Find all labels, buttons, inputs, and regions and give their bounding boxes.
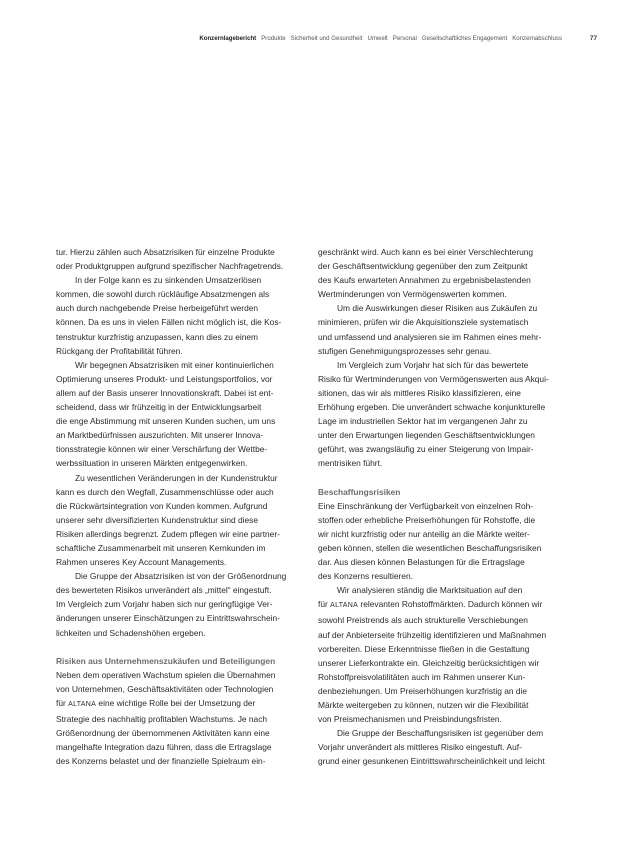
section-heading: Beschaffungsrisiken [318, 486, 401, 497]
text-line: dar. Aus diesen können Belastungen für die Ertragslage [318, 557, 525, 568]
text-line: Wir begegnen Absatzrisiken mit einer kontinuierlichen [75, 359, 274, 370]
text-line: des bewerteten Risikos unverändert als „mittel“ eingestuft. [56, 585, 272, 596]
text-line: Märkte weitergeben zu können, nutzen wir die Flexibilität [318, 700, 529, 710]
text-line: von Unternehmen, Geschäftsaktivitäten oder Technologien [56, 683, 274, 694]
text-line: Rückgang der Profitabilität führen. [56, 345, 183, 356]
nav-item-produkte[interactable]: Produkte [261, 35, 286, 42]
text-line: scheidend, dass wir frühzeitig in der Entwicklungsarbeit [56, 402, 262, 413]
text-line: werbssituation in unseren Märkten entgegenwirken. [56, 458, 248, 469]
text-line: tur. Hierzu zählen auch Absatzrisiken für einzelne Produkte [56, 247, 275, 257]
text-line: von Preismechanismen und Preisbindungsfristen. [318, 714, 502, 725]
text-line: unserer Lieferkontrakte ein. Gleichzeitig berücksichtigen wir [318, 657, 540, 668]
nav-item-konzernlagebericht[interactable]: Konzernlagebericht [199, 35, 257, 42]
text-line: Im Vergleich zum Vorjahr haben sich nur geringfügige Ver- [56, 599, 273, 610]
paragraph-gap [318, 471, 572, 485]
text-line: des Kaufs erwarteten Annahmen zu ergebnisbelastenden [318, 275, 531, 286]
text-line: an Marktbedürfnissen auszurichten. Mit unserer Innova- [56, 430, 264, 441]
text-line: auch durch nachgebende Preise herbeigeführt werden [56, 303, 259, 314]
text-line: mangelhafte Integration dazu führen, dass die Ertragslage [56, 742, 272, 753]
text-line: Die Gruppe der Beschaffungsrisiken ist gegenüber dem [337, 728, 544, 739]
text-line: Um die Auswirkungen dieser Risiken aus Zukäufen zu [337, 303, 538, 314]
nav-item-umwelt[interactable]: Umwelt [367, 35, 388, 42]
page-number: 77 [589, 35, 597, 42]
text-line: Wir analysieren ständig die Marktsituation auf den [337, 585, 523, 596]
text-line: Vorjahr unverändert als mittleres Risiko eingestuft. Auf- [318, 742, 522, 753]
text-line: vorbereiten. Diese Erkenntnisse fließen in die Gestaltung [318, 643, 530, 654]
text-line: minimieren, prüfen wir die Akquisitionsziele systematisch [318, 317, 529, 328]
text-line: Optimierung unseres Produkt- und Leistungsportfolios, vor [56, 373, 273, 384]
text-fragment: für [318, 599, 331, 610]
text-line: Im Vergleich zum Vorjahr hat sich für das bewertete [337, 359, 529, 370]
text-line: geben können, stellen die wesentlichen Beschaffungsrisiken [318, 542, 542, 553]
text-line: des Konzerns resultieren. [318, 571, 413, 582]
text-line: auf der Anbieterseite frühzeitig identifizieren und Maßnahmen [318, 629, 547, 640]
nav-item-konzernabschluss[interactable]: Konzernabschluss [512, 35, 562, 42]
text-line: Strategie des nachhaltig profitablen Wachstums. Je nach [56, 714, 268, 725]
right-column [318, 245, 572, 768]
text-line: Risiko für Wertminderungen von Vermögenswerten aus Akqui- [318, 373, 549, 384]
text-fragment: relevanten Rohstoffmärkten. Dadurch können wir [358, 599, 543, 610]
text-line: können. Da es uns in vielen Fällen nicht möglich ist, die Kos- [56, 317, 282, 328]
company-name: ALTANA [330, 602, 359, 610]
text-line: sowohl Preistrends als auch strukturelle Verschiebungen [318, 615, 528, 626]
text-line: stufigen Genehmigungsprozesses sehr genau. [318, 345, 492, 356]
text-line: unserer sehr diversifizierten Kundenstruktur sind diese [56, 514, 259, 525]
section-heading: Risiken aus Unternehmenszukäufen und Beteiligungen [56, 655, 276, 666]
text-fragment: eine wichtige Rolle bei der Umsetzung der [96, 698, 256, 708]
text-line: geschränkt wird. Auch kann es bei einer Verschlechterung [318, 247, 534, 257]
paragraph-gap [56, 640, 310, 654]
text-line: oder Produktgruppen aufgrund spezifischer Nachfragetrends. [56, 261, 284, 272]
text-line: die Rückwärtsintegration von Kunden kommen. Aufgrund [56, 500, 268, 511]
section-navigation [199, 34, 562, 44]
company-name: ALTANA [68, 701, 97, 708]
text-line: Wertminderungen von Vermögenswerten kommen. [318, 289, 507, 300]
text-line: tenstruktur kurzfristig anzupassen, kann dies zu einem [56, 331, 259, 342]
text-line: Eine Einschränkung der Verfügbarkeit von einzelnen Roh- [318, 500, 534, 511]
nav-item-engagement[interactable]: Gesellschaftliches Engagement [421, 35, 508, 42]
text-line: änderungen unserer Einschätzungen zu Eintrittswahrschein- [56, 613, 280, 624]
text-fragment: für [56, 698, 69, 708]
text-line: die enge Abstimmung mit unseren Kunden suchen, um uns [56, 416, 276, 427]
text-line: allem auf der Basis unserer Innovationskraft. Dabei ist ent- [56, 387, 274, 398]
left-column [56, 245, 310, 768]
text-line: Erhöhung ergeben. Die unverändert schwache konjunkturelle [318, 402, 546, 413]
text-line: denbeziehungen. Um Preiserhöhungen kurzfristig an die [318, 685, 528, 696]
text-line: Größenordnung der übernommenen Aktivitäten kann eine [56, 728, 270, 739]
text-line: tionsstrategie können wir einer Verschärfung der Wettbe- [56, 444, 268, 455]
text-line: kommen, die sowohl durch rückläufige Absatzmengen als [56, 289, 270, 300]
text-line [56, 696, 310, 712]
text-line: stoffen oder erhebliche Preiserhöhungen für Rohstoffe, die [318, 514, 536, 525]
text-line: der Geschäftsentwicklung gegenüber den zum Zeitpunkt [318, 261, 528, 272]
nav-item-sicherheit[interactable]: Sicherheit und Gesundheit [290, 35, 363, 42]
text-line: wir nicht kurzfristig oder nur anteilig an die Märkte weiter- [318, 528, 530, 539]
text-line: Lage im industriellen Sektor hat im vergangenen Jahr zu [318, 416, 528, 427]
text-line: mentrisiken führt. [318, 458, 383, 469]
text-line: kann es durch den Wegfall, Zusammenschlüsse oder auch [56, 486, 274, 497]
nav-item-personal[interactable]: Personal [392, 35, 417, 42]
page-header [0, 34, 634, 46]
text-line: lichkeiten und Schadenshöhen ergeben. [56, 627, 206, 638]
text-line: Rohstoffpreisvolatilitäten auch im Rahmen unserer Kun- [318, 671, 526, 682]
text-line: und umfassend und analysieren sie im Rahmen eines mehr- [318, 331, 542, 342]
text-line: In der Folge kann es zu sinkenden Umsatzerlösen [75, 275, 262, 286]
text-line: Risiken allerdings begrenzt. Zudem pflegen wir eine partner- [56, 528, 280, 539]
text-line: sitionen, das wir als mittleres Risiko klassifizieren, eine [318, 387, 521, 398]
text-line: des Konzerns belastet und der finanzielle Spielraum ein- [56, 756, 266, 767]
text-line: Zu wesentlichen Veränderungen in der Kundenstruktur [75, 472, 278, 483]
text-line: Die Gruppe der Absatzrisiken ist von der Größenordnung [75, 571, 287, 582]
text-line: Neben dem operativen Wachstum spielen die Übernahmen [56, 669, 276, 680]
text-line: grund einer gesunkenen Eintrittswahrscheinlichkeit und leicht [318, 756, 545, 767]
text-line [318, 597, 572, 613]
text-line: geführt, was zwangsläufig zu einer Steigerung von Impair- [318, 444, 534, 455]
text-line: schaftliche Zusammenarbeit mit unseren Kernkunden im [56, 542, 266, 553]
text-line: unter den Erwartungen liegenden Geschäftsentwicklungen [318, 430, 535, 441]
text-line: Rahmen unseres Key Account Managements. [56, 557, 227, 568]
